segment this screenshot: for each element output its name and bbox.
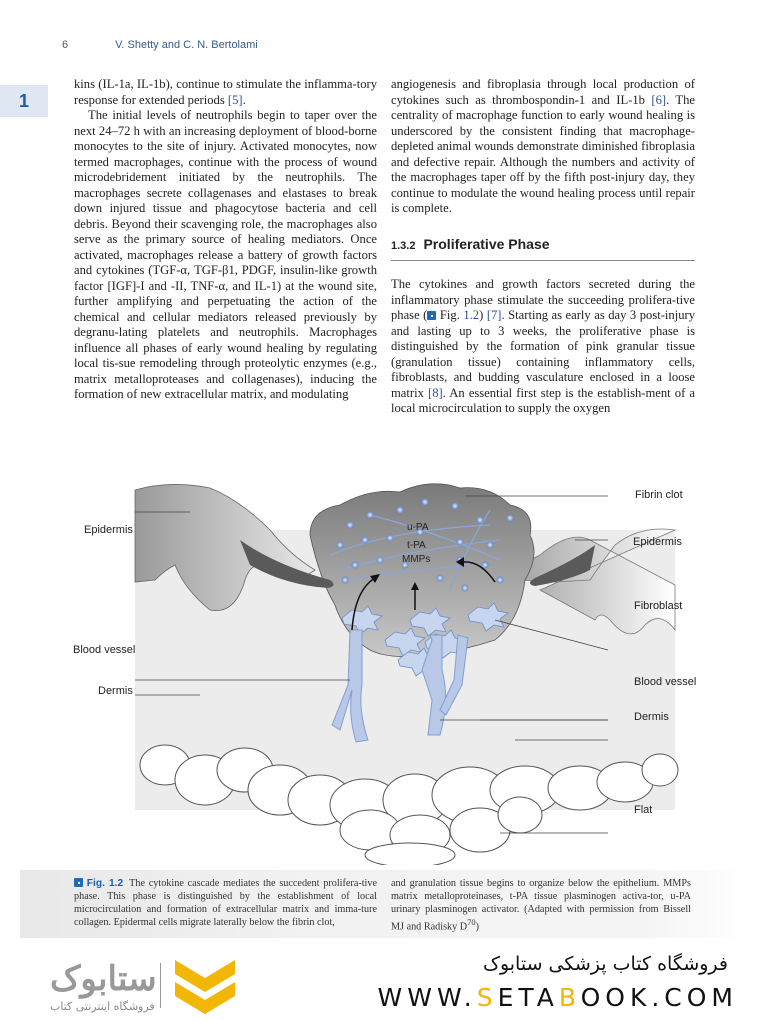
mmps-label: MMPs [402,554,431,565]
label-dermis-right: Dermis [634,711,669,723]
label-fibrin-clot: Fibrin clot [635,489,683,501]
section-number: 1.3.2 [391,239,416,252]
paragraph: The initial levels of neutrophils begin to taper over the next 24–72 h with an increasing deployment of blood-borne monocytes to the site of injury. Activated monocytes, now termed macrophages, continue with the process of wound microdebridement initiated by the neutrophils. The macrophages secrete collagenases and elastases to break down injured tissue and phagocytose bacteria and cell debris. Beyond their scavenging role, the macrophages also serve as the primary source of healing mediators. Once activated, macrophages release a battery of growth factors and cytokines (TGF-α, TGF-β1, PDGF, insulin-like growth factor [IGF]-I and -II, TNF-α, and IL-1) at the wound site, further amplifying and perpetuating the action of the chemical and cellular mediators released previously by degranu-lating platelets and neutrophils. Macrophages influence all phases of early wound healing by regulating local tis-sue remodeling through proteolytic enzymes (e.g., matrix metalloproteases and collagenases), inducing the formation of new extracellular matrix, and modulating [74,108,377,401]
citation-link[interactable]: [7] [486,308,502,322]
figure-number: Fig. 1.2 [86,878,124,889]
chevron-logo-icon [175,960,235,1015]
authors: V. Shetty and C. N. Bertolami [115,39,258,51]
section-heading [391,237,695,262]
section-title: Proliferative Phase [423,235,550,252]
paragraph: angiogenesis and fibroplasia through local production of cytokines such as thrombospondin-1 and IL-1b [6]. The centrality of macrophage function to early wound healing is underscored by the consistent finding that macrophage-depleted animal wounds demonstrate diminished fibroplasia and defective repair. Although the numbers and activity of the macrophages taper off by the fifth post-injury day, they continue to modulate the wound healing process until repair is complete. [391,77,695,215]
label-dermis-left: Dermis [98,685,133,697]
right-column [391,77,695,417]
figure-caption-left: Fig. 1.2 The cytokine cascade mediates the succedent prolifera-tive phase. This phase is distinguished by the establishment of local microcirculation and formation of extracellular matrix and imma-ture collagen. Epidermal cells migrate laterally below the fibrin clot, [74,878,378,928]
label-fibroblast: Fibroblast [634,600,683,612]
paragraph: kins (IL-1a, IL-1b), continue to stimulate the inflamma-tory response for extended periods [5]. [74,77,377,107]
label-blood-vessel-left: Blood vessel [73,644,136,656]
label-epidermis-right: Epidermis [633,536,682,548]
wound-diagram [70,470,710,865]
citation-link[interactable]: [6] [651,92,667,107]
logo-subtitle: فروشگاه اینترنتی کتاب [50,1000,155,1013]
left-column [74,77,377,403]
label-epidermis-left: Epidermis [84,524,133,536]
figure-link[interactable]: 1.2 [463,308,480,322]
watermark-banner [0,945,768,1020]
figure-marker-icon [74,878,83,887]
shop-title: فروشگاه کتاب پزشکی ستابوک [482,953,728,975]
label-blood-vessel-right: Blood vessel [634,676,697,688]
page-number: 6 [62,39,69,51]
chapter-tab [0,85,48,117]
citation-link[interactable]: [5] [227,92,243,107]
tpa-label: t-PA [407,540,426,551]
paragraph: The cytokines and growth factors secreted during the inflammatory phase stimulate the succeeding prolifera-tive phase ( Fig. 1.2) [7]. Starting as early as day 3 post-injury and lasting up to 3 weeks, the proliferative phase is distinguished by the formation of pink granular tissue (granulation tissue) containing inflammatory cells, fibroblasts, and budding vasculature enclosed in a loose matrix [8]. An essential first step is the establish-ment of a local microcirculation to supply the oxygen [391,277,695,415]
shop-url[interactable]: WWW.SETABOOK.COM [377,983,738,1012]
upa-label: u-PA [407,522,429,533]
chapter-number: 1 [18,90,29,111]
figure-caption-right: and granulation tissue begins to organize below the epithelium. MMPs matrix metalloproteinases, t-PA tissue plasminogen activa-tor, u-PA urinary plasminogen activator. (Adapted with permission from Bissell MJ and Radisky $D^{70}$) [391,878,691,933]
running-head [62,39,258,51]
logo-text: ستابوک [50,960,157,998]
label-flat: Flat [634,804,653,816]
logo-divider [160,963,161,1008]
citation-link[interactable]: [8] [428,385,443,400]
wound-healing-figure [70,470,710,865]
figure-marker-icon [427,311,436,320]
